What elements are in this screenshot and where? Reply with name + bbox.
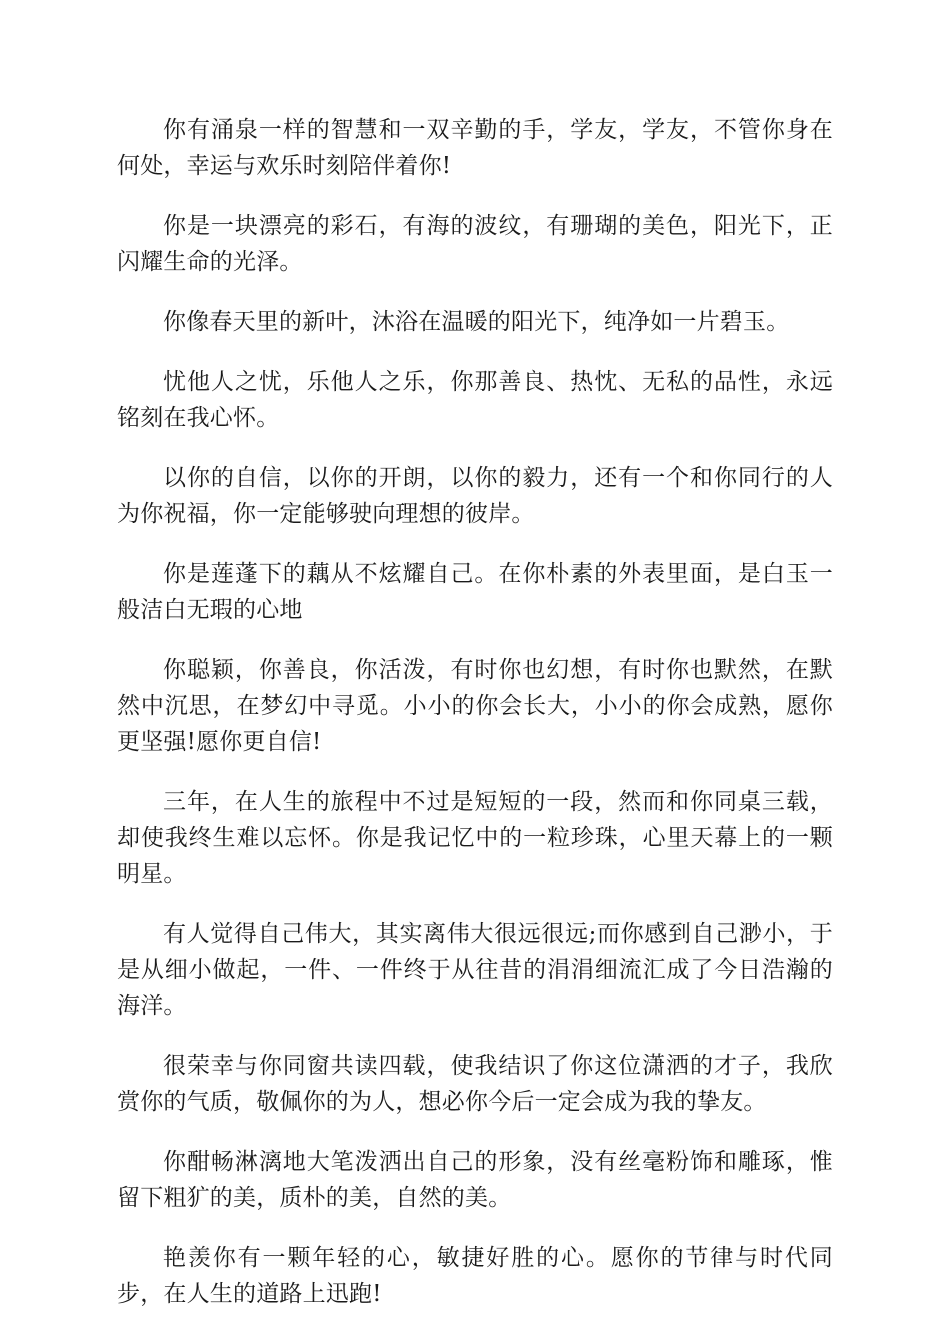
paragraph-11: 你酣畅淋漓地大笔泼洒出自己的形象，没有丝毫粉饰和雕琢，惟留下粗犷的美，质朴的美，自然的美。 <box>117 1149 833 1211</box>
paragraph-5: 以你的自信，以你的开朗，以你的毅力，还有一个和你同行的人为你祝福，你一定能够驶向理想的彼岸。 <box>117 465 833 527</box>
paragraph-2: 你是一块漂亮的彩石，有海的波纹，有珊瑚的美色，阳光下，正闪耀生命的光泽。 <box>117 213 833 275</box>
paragraph-7: 你聪颖，你善良，你活泼，有时你也幻想，有时你也默然，在默然中沉思，在梦幻中寻觅。小小的你会长大，小小的你会成熟，愿你更坚强!愿你更自信! <box>117 657 833 755</box>
paragraph-6: 你是莲蓬下的藕从不炫耀自己。在你朴素的外表里面，是白玉一般洁白无瑕的心地 <box>117 561 833 623</box>
paragraph-4: 忧他人之忧，乐他人之乐，你那善良、热忱、无私的品性，永远铭刻在我心怀。 <box>117 369 833 431</box>
paragraph-9: 有人觉得自己伟大，其实离伟大很远很远;而你感到自己渺小，于是从细小做起，一件、一件终于从往昔的涓涓细流汇成了今日浩瀚的海洋。 <box>117 921 833 1019</box>
paragraph-3: 你像春天里的新叶，沐浴在温暖的阳光下，纯净如一片碧玉。 <box>163 309 790 335</box>
document-body <box>117 112 833 1336</box>
paragraph-1: 你有涌泉一样的智慧和一双辛勤的手，学友，学友，不管你身在何处，幸运与欢乐时刻陪伴着你! <box>117 117 833 179</box>
paragraph-12: 艳羡你有一颗年轻的心，敏捷好胜的心。愿你的节律与时代同步，在人生的道路上迅跑! <box>117 1245 833 1307</box>
paragraph-8: 三年，在人生的旅程中不过是短短的一段，然而和你同桌三载，却使我终生难以忘怀。你是我记忆中的一粒珍珠，心里天幕上的一颗明星。 <box>117 789 833 887</box>
paragraph-10: 很荣幸与你同窗共读四载，使我结识了你这位潇洒的才子，我欣赏你的气质，敬佩你的为人，想必你今后一定会成为我的挚友。 <box>117 1053 833 1115</box>
